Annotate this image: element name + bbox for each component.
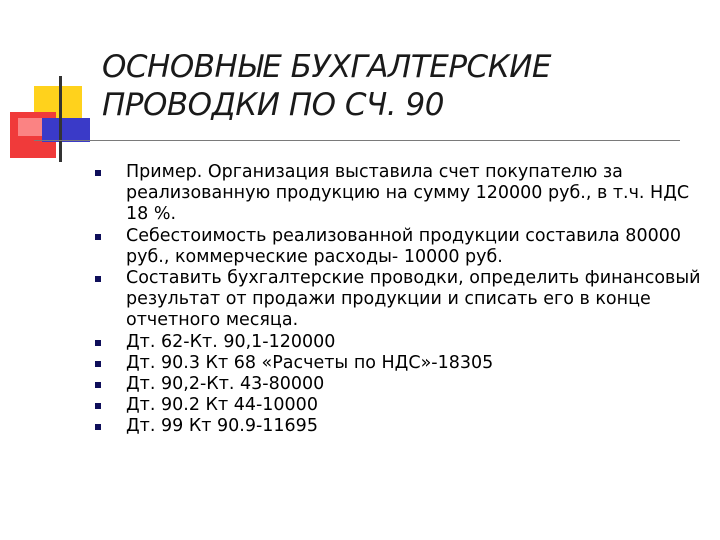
square-bullet-icon — [95, 424, 101, 430]
list-item — [92, 226, 704, 268]
square-bullet-icon — [95, 234, 101, 240]
list-item — [92, 395, 704, 416]
square-bullet-icon — [95, 361, 101, 367]
list-item — [92, 374, 704, 395]
list-item — [92, 162, 704, 226]
square-bullet-icon — [95, 340, 101, 346]
list-item-text: Составить бухгалтерские проводки, определить финансовый результат от продажи продукции и списать его в конце отчетного месяца. — [126, 268, 701, 331]
decor-vertical-line — [59, 76, 62, 162]
list-item-text: Себестоимость реализованной продукции составила 80000 руб., коммерческие расходы- 10000 руб. — [126, 225, 681, 267]
decor-pink-overlap — [18, 118, 44, 136]
square-bullet-icon — [95, 170, 101, 176]
list-item-text: Дт. 99 Кт 90.9-11695 — [126, 416, 318, 437]
list-item-text: Пример. Организация выставила счет покупателю за реализованную продукцию на сумму 120000 руб., в т.ч. НДС 18 %. — [126, 162, 690, 225]
title-underline — [34, 140, 680, 141]
list-item — [92, 268, 704, 332]
slide-title — [102, 48, 702, 124]
square-bullet-icon — [95, 276, 101, 282]
list-item — [92, 353, 704, 374]
list-item-text: Дт. 90.2 Кт 44-10000 — [126, 395, 318, 416]
slide-title-line-1: ОСНОВНЫЕ БУХГАЛТЕРСКИЕ — [102, 49, 551, 85]
slide-title-line-2: ПРОВОДКИ ПО СЧ. 90 — [102, 87, 444, 123]
square-bullet-icon — [95, 382, 101, 388]
list-item-text: Дт. 62-Кт. 90,1-120000 — [126, 331, 336, 352]
list-item-text: Дт. 90,2-Кт. 43-80000 — [126, 374, 325, 395]
square-bullet-icon — [95, 403, 101, 409]
list-item-text: Дт. 90.3 Кт 68 «Расчеты по НДС»-18305 — [126, 352, 494, 373]
decor-blue-bar — [42, 118, 90, 142]
list-item — [92, 332, 704, 353]
list-item — [92, 416, 704, 437]
bullet-list — [92, 162, 704, 438]
